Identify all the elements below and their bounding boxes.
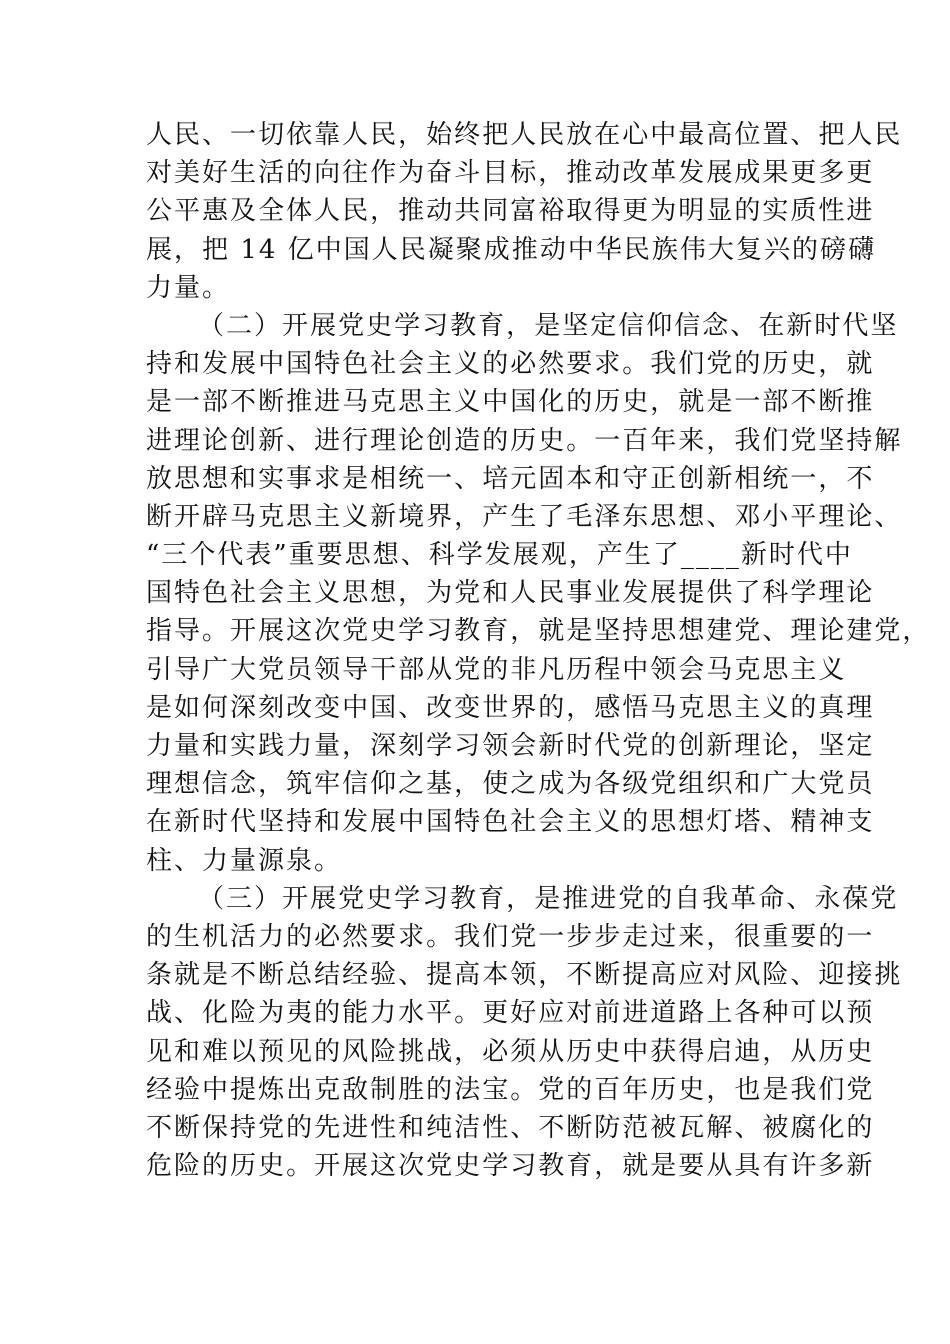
text-line: 人 民 、 一 切 依 靠 人 民 ， 始 终 把 人 民 放 在 心 中 最 高 位 置 、 把 人 民 (146, 120, 903, 150)
text-line: 进 理 论 创 新 、 进 行 理 论 创 造 的 历 史 。 一 百 年 来 ， 我 们 党 坚 持 解 (146, 425, 903, 456)
text-line: 柱、力量源泉。 (146, 845, 343, 876)
text-line: 放 思 想 和 实 事 求 是 相 统 一 、 培 元 固 本 和 守 正 创 新 相 统 一 ， 不 (146, 463, 875, 494)
text-line: 公 平 惠 及 全 体 人 民 ， 推 动 共 同 富 裕 取 得 更 为 明 显 的 实 质 性 进 (146, 196, 875, 227)
text-line: 危 险 的 历 史 。 开 展 这 次 党 史 学 习 教 育 ， 就 是 要 从 具 有 许 多 新 (146, 1151, 875, 1182)
text-line: 经 验 中 提 炼 出 克 敌 制 胜 的 法 宝 。 党 的 百 年 历 史 ， 也 是 我 们 党 (146, 1074, 875, 1105)
text-line: 展 ， 把 1 4 亿 中 国 人 民 凝 聚 成 推 动 中 华 民 族 伟 大 复 兴 的 磅 礴 (146, 234, 876, 265)
text-line: “ 三 个 代 表 ” 重 要 思 想 、 科 学 发 展 观 ， 产 生 了 _ _ _ _ 新 时 代 中 (146, 540, 853, 571)
text-line: 战 、 化 险 为 夷 的 能 力 水 平 。 更 好 应 对 前 进 道 路 上 各 种 可 以 预 (146, 998, 875, 1029)
text-line: 在 新 时 代 坚 持 和 发 展 中 国 特 色 社 会 主 义 的 思 想 灯 塔 、 精 神 支 (146, 807, 875, 838)
text-line: 持 和 发 展 中 国 特 色 社 会 主 义 的 必 然 要 求 。 我 们 党 的 历 史 ， 就 (146, 349, 875, 380)
text-line: 理 想 信 念 ， 筑 牢 信 仰 之 基 ， 使 之 成 为 各 级 党 组 织 和 广 大 党 员 (146, 769, 875, 800)
text-line: 条 就 是 不 断 总 结 经 验 、 提 高 本 领 ， 不 断 提 高 应 对 风 险 、 迎 接 挑 (146, 960, 903, 991)
text-line: 国 特 色 社 会 主 义 思 想 ， 为 党 和 人 民 事 业 发 展 提 供 了 科 学 理 论 (146, 578, 875, 609)
paragraph-start-line: （ 三 ） 开 展 党 史 学 习 教 育 ， 是 推 进 党 的 自 我 革 命 、 永 葆 党 (198, 883, 899, 914)
text-line: 指 导 。 开 展 这 次 党 史 学 习 教 育 ， 就 是 坚 持 思 想 建 党 、 理 论 建 党 ， (146, 616, 931, 647)
text-line: 对 美 好 生 活 的 向 往 作 为 奋 斗 目 标 ， 推 动 改 革 发 展 成 果 更 多 更 (146, 158, 875, 189)
text-line: 引 导 广 大 党 员 领 导 干 部 从 党 的 非 凡 历 程 中 领 会 马 克 思 主 义 (146, 654, 847, 685)
text-line: 不 断 保 持 党 的 先 进 性 和 纯 洁 性 、 不 断 防 范 被 瓦 解 、 被 腐 化 的 (146, 1112, 875, 1143)
document-body (146, 116, 931, 1185)
text-line: 断 开 辟 马 克 思 主 义 新 境 界 ， 产 生 了 毛 泽 东 思 想 、 邓 小 平 理 论 、 (146, 501, 903, 532)
text-line: 是 一 部 不 断 推 进 马 克 思 主 义 中 国 化 的 历 史 ， 就 是 一 部 不 断 推 (146, 387, 875, 418)
text-line: 的 生 机 活 力 的 必 然 要 求 。 我 们 党 一 步 步 走 过 来 ， 很 重 要 的 一 (146, 921, 875, 952)
text-line: 力量。 (146, 272, 231, 303)
text-line: 力 量 和 实 践 力 量 ， 深 刻 学 习 领 会 新 时 代 党 的 创 新 理 论 ， 坚 定 (146, 731, 875, 761)
text-line: 见 和 难 以 预 见 的 风 险 挑 战 ， 必 须 从 历 史 中 获 得 启 迪 ， 从 历 史 (146, 1036, 875, 1067)
paragraph-start-line: （ 二 ） 开 展 党 史 学 习 教 育 ， 是 坚 定 信 仰 信 念 、 在 新 时 代 坚 (198, 310, 899, 341)
text-line: 是 如 何 深 刻 改 变 中 国 、 改 变 世 界 的 ， 感 悟 马 克 思 主 义 的 真 理 (146, 692, 875, 723)
